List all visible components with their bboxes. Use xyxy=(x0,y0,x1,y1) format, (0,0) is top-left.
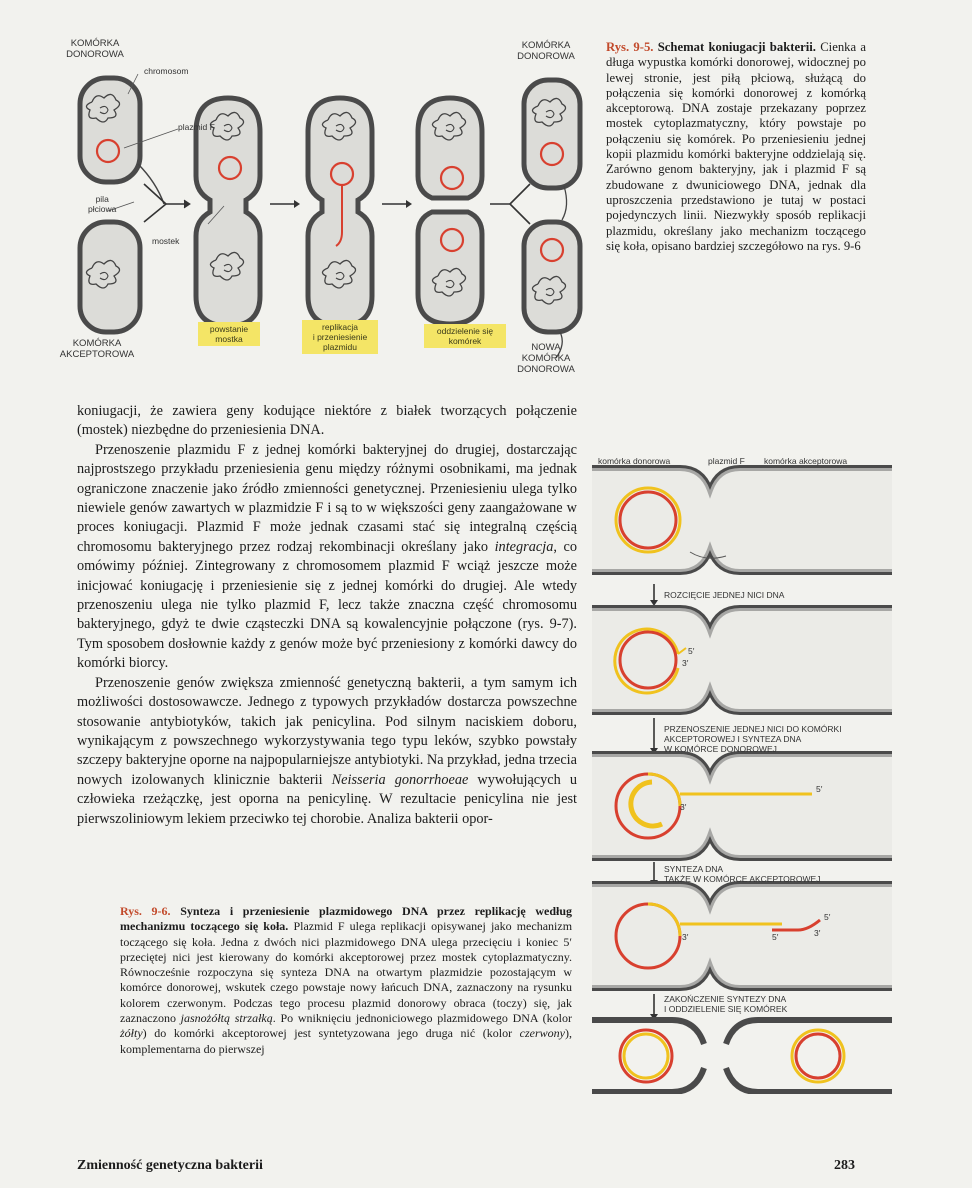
paragraph-2: Przenoszenie plazmidu F z jednej komórki bakteryjnej do drugiej, dostarczając najprostszego przykładu przeniesienia genu między różnymi osobnikami, ma jednak ograniczone znaczenie jako źródło zmienności genetycznej. Przeniesieniu ulega tylko niewiele genów zawartych w plazmidzie F i są to w większości geny zaangażowane w proces koniugacji. Plazmid F może jednak czasami stać się integralną częścią chromosomu bakteryjnego przez rodzaj rekombinacji określany jako integracja, co omówimy później. Zintegrowany z chromosomem plazmid F wciąż jeszcze może inicjować koniugację i przeniesienie się z jednej komórki do drugiej. Ale wtedy przenoszeniu ulega nie tylko plazmid F, lecz także znaczna część chromosomu bakteryjnego, gdyż te dwie cząsteczki DNA są kowalencyjnie połączone (rys. 9-7). Tym sposobem dosłownie każdy z genów może być przeniesiony z komórki dawcy do komórki biorcy. xyxy=(77,441,577,672)
rc-5prime-4: 5′ xyxy=(772,932,779,942)
rc-stage-4 xyxy=(592,1020,892,1092)
rc-3prime-4: 3′ xyxy=(814,928,821,938)
rc-5prime-1: 5′ xyxy=(688,646,695,656)
caption-9-5-number: Rys. 9-5. xyxy=(606,40,654,54)
rc-5prime-2: 5′ xyxy=(816,784,823,794)
step-bridge-formation: powstanie mostka xyxy=(198,322,260,346)
acceptor-cell-left xyxy=(80,222,140,332)
running-footer-section: Zmienność genetyczna bakterii xyxy=(77,1158,263,1173)
rc-step-3: SYNTEZA DNA TAKŻE W KOMÓRCE AKCEPTOROWEJ xyxy=(664,864,821,884)
caption-9-6-title: Synteza i przeniesienie plazmidowego DNA przez replikację według mechanizmu toczącego się koła. xyxy=(120,904,572,934)
label-bridge: mostek xyxy=(152,236,180,246)
paragraph-3: Przenoszenie genów zwiększa zmienność genetyczną bakterii, a tym samym ich możliwości dostosowawcze. Jednego z typowych przykładów dostarcza powszechne stosowanie antybiotyków, takich jak penicylina. Pod silnym naciskiem doboru, wynikającym z powszechnego wykorzystywania tego typu leków, szybko powstały szczepy bakteryjne oporne na najpopularniejsze antybiotyki. Na przykład, jedna trzecia nowych izolowanych klinicznie bakterii Neisseria gonorrhoeae wywołujących u człowieka rzeżączkę, jest oporna na penicylinę. W rezultacie penicylina nie jest pierwszoliniowym lekiem przeciwko tej chorobie. Analiza bakterii opor- xyxy=(77,674,577,827)
label-plasmid-f: plazmid F xyxy=(178,122,215,132)
rc-stage-0 xyxy=(592,468,892,572)
paragraph-1: koniugacji, że zawiera geny kodujące niektóre z białek tworzących połączenie (mostek) niezbędne do przeniesienia DNA. xyxy=(77,403,577,439)
rc-stage-2 xyxy=(592,754,892,858)
page-number: 283 xyxy=(834,1158,855,1173)
rc-label-plasmid: plazmid F xyxy=(708,456,745,466)
stage-bridge xyxy=(196,98,260,326)
rc-label-acceptor: komórka akceptorowa xyxy=(764,456,848,466)
label-acceptor: KOMÓRKA AKCEPTOROWA xyxy=(59,338,135,360)
label-donor-left: KOMÓRKA DONOROWA xyxy=(66,38,124,60)
step-cell-separation: oddzielenie się komórek xyxy=(424,324,506,348)
rc-3prime-2: 3′ xyxy=(680,802,687,812)
figure-9-6-rolling-circle xyxy=(592,454,892,1094)
rc-step-1: ROZCIĘCIE JEDNEJ NICI DNA xyxy=(664,590,785,600)
rc-stage-3 xyxy=(592,884,892,988)
caption-9-5-title: Schemat koniugacji bakterii. xyxy=(657,40,816,54)
rc-3prime-1: 3′ xyxy=(682,658,689,668)
label-chromosome: chromosom xyxy=(144,66,189,76)
label-donor-right: KOMÓRKA DONOROWA xyxy=(517,40,575,62)
label-new-donor: NOWA KOMÓRKA DONOROWA xyxy=(517,342,575,375)
stage-replication xyxy=(308,98,372,326)
rc-step-2: PRZENOSZENIE JEDNEJ NICI DO KOMÓRKI AKCEPTOROWEJ I SYNTEZA DNA W KOMÓRCE DONOROWEJ xyxy=(664,724,842,754)
rc-5prime-3: 5′ xyxy=(824,912,831,922)
rc-stage-1 xyxy=(592,608,892,712)
step-replication-transfer: replikacja i przeniesienie plazmidu xyxy=(302,320,378,354)
label-pilus: pila płciowa xyxy=(88,194,117,214)
rc-step-4: ZAKOŃCZENIE SYNTEZY DNA I ODDZIELENIE SIĘ KOMÓREK xyxy=(664,994,788,1014)
body-text xyxy=(77,402,577,829)
caption-9-5-text: Cienka a długa wypustka komórki donorowej, widocznej po lewej stronie, jest piłą płciową, służącą do połączenia się komórki donorowej z komórką akceptorową. DNA zostaje przekazany poprzez mostek cytoplazmatyczny, który powstaje po połączeniu się komórek. Po przeniesieniu jednej kopii plazmidu komórki bakteryjne oddzielają się. Zarówno genom bakteryjny, jak i plazmid F są zbudowane z dwuniciowego DNA, jednak dla uproszczenia przedstawiono je tutaj w postaci pojedynczych linii. Niezwykły sposób replikacji plazmidu, określany jako mechanizm toczącego się koła, opisano bardziej szczegółowo na rys. 9-6 xyxy=(606,40,866,253)
new-donor-cell xyxy=(524,222,580,358)
caption-9-6-number: Rys. 9-6. xyxy=(120,904,171,918)
caption-9-5 xyxy=(606,40,866,254)
donor-cell-left xyxy=(80,78,164,204)
figure-9-5-conjugation xyxy=(58,36,588,376)
caption-9-6: Rys. 9-6. Synteza i przeniesienie plazmidowego DNA przez replikację według mechanizmu toczącego się koła. Plazmid F ulega replikacji opisywanej jako mechanizm toczącego się koła. Jedna z dwóch nici plazmidowego DNA ulega przecięciu i koniec 5′ przeciętej nici jest kierowany do komórki akceptorowej przez mostek cytoplazmatyczny. Równocześnie rozpoczyna się synteza DNA na otwartym plazmidzie pozostającym w komórce donorowej, wskutek czego powstaje nowy łańcuch DNA, zaznaczony na rysunku kolorem czerwonym. Podczas tego procesu plazmid donorowy obraca (toczy) się, jak zaznaczono jasnożółtą strzałką. Po wniknięciu jednoniciowego plazmidowego DNA (kolor żółty) do komórki akceptorowej jest syntetyzowana jego druga nić (kolor czerwony), komplementarna do pierwszej xyxy=(120,904,573,1056)
rc-3prime-3: 3′ xyxy=(682,932,689,942)
rc-label-donor: komórka donorowa xyxy=(598,456,671,466)
donor-cell-right xyxy=(524,80,580,220)
stage-separation xyxy=(418,98,482,324)
